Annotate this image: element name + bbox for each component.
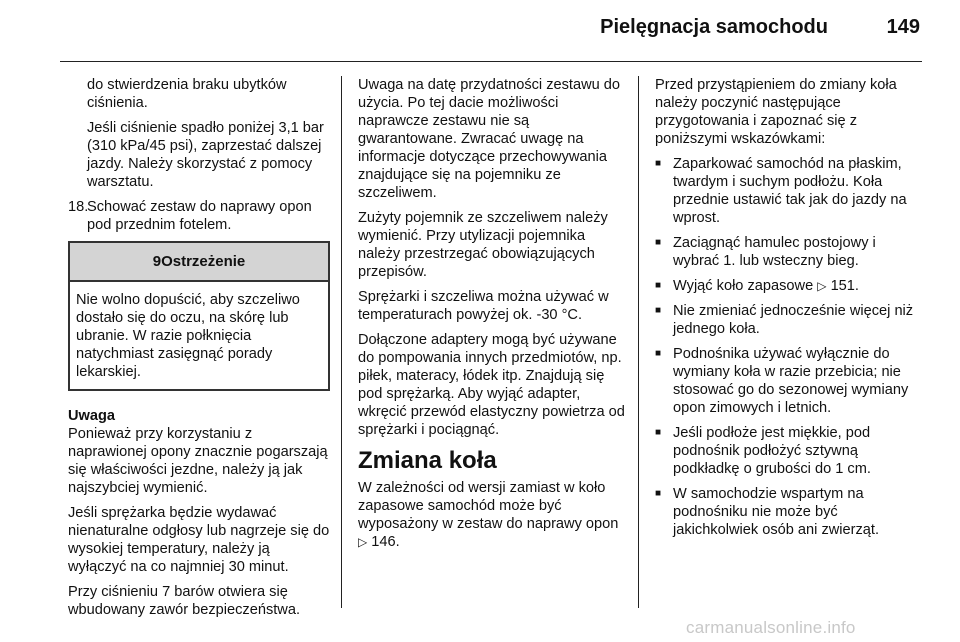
page-title: Pielęgnacja samochodu [600, 16, 828, 38]
step-number: 18. [68, 199, 89, 215]
continued-text: do stwierdzenia braku ubytków ciśnienia. [87, 77, 287, 111]
warning-header [70, 243, 328, 282]
header-rule [60, 61, 922, 62]
list-item [655, 234, 925, 270]
bullet-icon: ■ [655, 158, 662, 169]
column-divider [341, 76, 342, 608]
note-paragraph: Ponieważ przy korzystaniu z naprawionej opony znacznie pogarszają się właściwości jezdne, należy ją jak najszybciej wymienić. [68, 426, 328, 496]
list-item [655, 485, 925, 539]
list-item-text: Nie zmieniać jednocześnie więcej niż jednego koła. [673, 303, 914, 337]
page-ref-icon: ▷ [817, 279, 827, 293]
bullet-icon: ■ [655, 305, 662, 316]
paragraph: Sprężarki i szczeliwa można używać w temperaturach powyżej ok. -30 °C. [358, 289, 609, 323]
paragraph: Dołączone adaptery mogą być używane do pompowania innych przedmiotów, np. piłek, materacy, łódek itp. Znajdują się pod sprężarką. Aby wyjąć adapter, wkręcić przewód elastyczny powietrza od sprężarki i pociągnąć. [358, 332, 625, 438]
column-middle [358, 76, 628, 558]
step-text: Schować zestaw do naprawy opon pod przednim fotelem. [87, 199, 312, 233]
list-item-text-part: Wyjąć koło zapasowe [673, 278, 814, 294]
step-item [68, 198, 330, 234]
warning-icon: 9 [152, 253, 162, 270]
list-item [655, 277, 925, 295]
list-item-text: Jeśli podłoże jest miękkie, pod podnośnik podłożyć sztywną podkładkę o grubości do 1 cm. [673, 425, 871, 477]
intro-paragraph: Przed przystąpieniem do zmiany koła należy poczynić następujące przygotowania i zapoznać się z poniższymi wskazówkami: [655, 77, 897, 147]
page-ref-icon: ▷ [358, 535, 368, 549]
bullet-icon: ■ [655, 427, 662, 438]
warning-title: Ostrzeżenie [161, 253, 246, 270]
bullet-icon: ■ [655, 237, 662, 248]
page-ref[interactable]: 151. [830, 278, 859, 294]
warning-text: Nie wolno dopuścić, aby szczeliwo dostało się do oczu, na skórę lub ubranie. W razie połknięcia natychmiast zasięgnąć porady lekarskiej. [76, 292, 300, 380]
column-left [68, 76, 330, 626]
page-header [0, 0, 960, 62]
continued-text: Jeśli ciśnienie spadło poniżej 3,1 bar (310 kPa/45 psi), zaprzestać dalszej jazdy. Należy skorzystać z pomocy warsztatu. [87, 120, 324, 190]
note-paragraph: Jeśli sprężarka będzie wydawać nienaturalne odgłosy lub nagrzeje się do wysokiej temperatury, należy ją wyłączyć na co najmniej 30 minut. [68, 505, 330, 575]
column-divider [638, 76, 639, 608]
warning-box [68, 241, 330, 391]
paragraph: Zużyty pojemnik ze szczeliwem należy wymienić. Przy utylizacji pojemnika należy przestrzegać obowiązujących przepisów. [358, 210, 608, 280]
bullet-icon: ■ [655, 488, 662, 499]
paragraph: Uwaga na datę przydatności zestawu do użycia. Po tej dacie możliwości naprawcze zestawu nie są gwarantowane. Zwracać uwagę na informacje dotyczące przechowywania znajdujące się na pojemniku ze szczeliwem. [358, 77, 621, 201]
list-item [655, 155, 925, 227]
list-item [655, 302, 925, 338]
note-title: Uwaga [68, 408, 116, 424]
note-paragraph: Przy ciśnieniu 7 barów otwiera się wbudowany zawór bezpieczeństwa. [68, 584, 301, 618]
paragraph-text: W zależności od wersji zamiast w koło zapasowe samochód może być wyposażony w zestaw do naprawy opon [358, 480, 619, 532]
watermark: carmanualsonline.info [686, 618, 856, 637]
column-right [655, 76, 925, 546]
page-ref[interactable]: 146. [371, 534, 400, 550]
list-item [655, 345, 925, 417]
list-item-text: Zaciągnąć hamulec postojowy i wybrać 1. lub wsteczny bieg. [673, 235, 876, 269]
list-item-text: Zaparkować samochód na płaskim, twardym i suchym podłożu. Koła przednie ustawić tak jak do jazdy na wprost. [673, 156, 907, 226]
page-number: 149 [886, 16, 920, 38]
list-item [655, 424, 925, 478]
list-item-text: Podnośnika używać wyłącznie do wymiany koła w razie przebicia; nie stosować go do sezonowej wymiany opon zimowych i letnich. [673, 346, 909, 416]
bullet-icon: ■ [655, 280, 662, 291]
section-heading: Zmiana koła [358, 447, 497, 474]
list-item-text [673, 277, 859, 295]
list-item-text: W samochodzie wspartym na podnośniku nie może być jakichkolwiek osób ani zwierząt. [673, 486, 880, 538]
paragraph [358, 479, 628, 551]
bullet-icon: ■ [655, 348, 662, 359]
